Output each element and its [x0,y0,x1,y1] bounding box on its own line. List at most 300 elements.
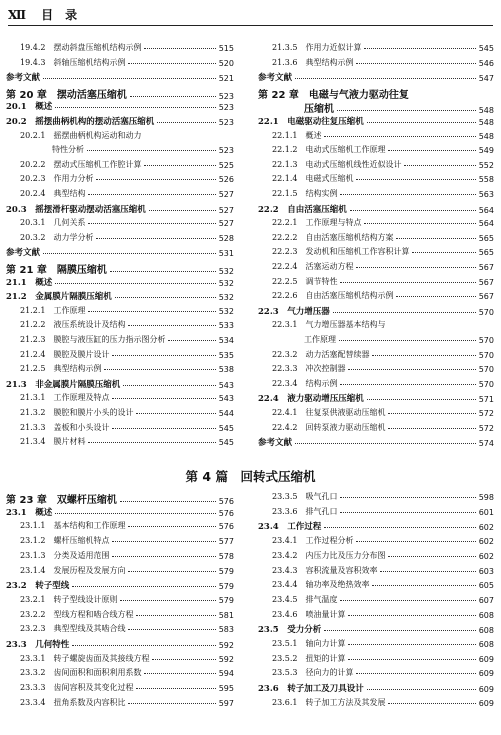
toc-entry-title: 21.3.4 膜片材料 [20,437,86,447]
toc-entry-page: 609 [478,654,494,664]
toc-entry-page: 581 [218,610,234,620]
toc-entry-page: 576 [218,508,234,518]
toc-entry-title: 23.6 转子加工及刀具设计 [258,684,364,695]
dot-leader [130,96,216,97]
toc-entry [258,246,494,257]
toc-entry [6,86,234,101]
dot-leader [136,615,215,616]
toc-entry-page: 605 [478,581,494,591]
toc-entry [6,697,234,708]
toc-entry-title: 22.1 电磁驱动往复压缩机 [258,117,364,127]
toc-entry [258,436,494,448]
toc-entry-title: 22.2.4 活塞运动方程 [272,262,354,271]
toc-entry-title: 19.4.2 摆动斜盘压缩机结构示例 [20,43,142,52]
dot-leader [324,136,475,137]
toc-entry [258,520,494,532]
toc-entry-page: 601 [478,507,494,517]
toc-entry [258,667,494,678]
toc-entry [6,188,234,199]
dot-leader [136,413,215,414]
toc-entry-title: 21.2.1 工作原理 [20,305,86,315]
dot-leader [136,688,215,689]
toc-entry-page: 548 [478,106,494,116]
toc-entry [258,550,494,561]
dot-leader [324,630,476,631]
dot-leader [144,673,215,674]
toc-entry [6,173,234,184]
toc-entry [258,349,494,360]
toc-entry-title: 第 23 章 双螺杆压缩机 [6,495,117,506]
toc-entry-page: 546 [478,58,494,68]
toc-entry [6,436,234,447]
toc-entry [6,203,234,215]
dot-leader [340,600,475,601]
toc-entry-page: 571 [478,395,494,405]
toc-entry [6,422,234,433]
toc-entry-title: 20.2 摇摆曲柄机构的摆动活塞压缩机 [6,117,155,127]
toc-entry-title: 21.3.5 作用力近似计算 [272,43,362,52]
toc-entry-title: 22.2.3 发动机和压缩机工作容积计算 [272,247,410,257]
toc-entry [258,535,494,546]
toc-entry-page: 572 [478,423,494,433]
toc-entry-title: 19.4.3 斜轴压缩机结构示例 [20,57,126,67]
dot-leader [55,107,216,108]
dot-leader [112,428,215,429]
toc-entry-title: 22.2.6 自由活塞压缩机结构示例 [272,291,394,301]
toc-entry-title: 22.3.2 动力活塞配替续器 [272,349,370,359]
dot-leader [340,194,475,195]
toc-entry-title: 20.2.4 典型结构 [20,189,86,198]
dot-leader [115,297,216,298]
toc-entry-page: 609 [478,685,494,695]
toc-entry-title: 23.1.1 基本结构和工作原理 [20,521,126,531]
dot-leader [337,110,476,111]
toc-entry [258,334,494,345]
toc-entry-title: 23.6.1 转子加工方法及其发展 [272,697,386,707]
toc-entry-page: 543 [218,380,234,390]
toc-entry-title: 22.1.4 电磁式压缩机 [272,174,354,184]
toc-entry-page: 565 [478,233,494,243]
toc-entry [258,623,494,635]
toc-entry [6,594,234,605]
toc-entry-title: 23.2.3 典型型线及其啮合线 [20,624,126,634]
toc-entry-title: 23.3.1 转子螺旋齿面及其接线方程 [20,653,150,663]
toc-entry [6,246,234,258]
toc-entry-title: 22.2.5 调节特性 [272,276,338,286]
toc-entry [6,520,234,531]
toc-entry [6,506,234,518]
toc-entry [6,71,234,83]
toc-entry-page: 515 [218,44,234,53]
dot-leader [295,78,476,79]
toc-entry-title: 21.2.5 典型结构示例 [20,364,102,374]
toc-entry-title: 22.3.4 结构示例 [272,378,338,388]
dot-leader [72,645,216,646]
toc-entry-title: 23.4 工作过程 [258,522,322,533]
toc-entry-page: 528 [218,233,234,243]
dot-leader [350,210,476,211]
toc-entry-title: 21.2.4 膜腔及膜片设计 [20,349,110,359]
toc-entry-page: 567 [478,263,494,272]
dot-leader [388,150,475,151]
toc-entry-page: 570 [478,350,494,360]
dot-leader [356,267,475,268]
toc-entry [258,697,494,708]
dot-leader [96,238,215,239]
toc-entry [6,290,234,302]
toc-entry-page: 523 [218,118,234,127]
toc-entry-title: 21.2 金属膜片隔膜压缩机 [6,292,112,303]
toc-entry-title: 参考文献 [258,73,293,84]
toc-entry [6,305,234,316]
toc-entry-page: 545 [218,438,234,448]
toc-entry-title: 23.3.3 齿间容积及其变化过程 [20,683,134,693]
toc-entry-page: 609 [478,698,494,708]
toc-entry-page: 535 [218,350,234,360]
toc-entry-title: 22.2 自由活塞压缩机 [258,204,347,215]
toc-entry-page: 545 [218,423,234,433]
toc-entry-page: 520 [218,58,234,68]
toc-entry [258,319,494,330]
header-title: 目 录 [41,8,78,22]
dot-leader [340,384,475,385]
toc-entry-title: 22.1.5 结构实例 [272,189,338,198]
toc-entry-title: 22.3.1 气力增压器基本结构与 [272,320,386,330]
toc-entry-title: 参考文献 [6,248,41,259]
dot-leader [144,48,215,49]
toc-entry-title: 23.4.2 内压力比及压力分布图 [272,550,386,560]
dot-leader [356,179,475,180]
toc-entry [258,173,494,184]
toc-entry [258,86,494,101]
toc-entry-title: 22.1.2 电动式压缩机工作原理 [272,145,386,155]
dot-leader [340,282,475,283]
toc-entry-title: 21.3 非金属膜片隔膜压缩机 [6,379,121,390]
toc-entry-title: 21.3.6 典型结构示例 [272,57,354,67]
toc-entry [6,667,234,678]
toc-entry-page: 523 [218,146,234,156]
dot-leader [123,385,216,386]
toc-entry-page: 564 [478,219,494,229]
toc-entry [258,290,494,301]
toc-entry [258,579,494,590]
toc-entry-page: 548 [478,118,494,127]
toc-entry-page: 577 [218,537,234,547]
dot-leader [110,271,216,272]
toc-entry-title: 23.5.2 扭矩的计算 [272,653,346,663]
toc-entry [258,42,494,53]
toc-entry-page: 527 [218,190,234,199]
toc-entry-page: 532 [218,278,234,288]
toc-entry-page: 597 [218,698,234,708]
toc-entry-page: 531 [218,249,234,259]
toc-entry [258,682,494,694]
toc-entry-page: 567 [478,277,494,287]
dot-leader [87,150,216,151]
page-header [8,4,493,26]
toc-entry [6,535,234,546]
toc-entry [6,57,234,68]
toc-entry-title: 23.4.1 工作过程分析 [272,536,354,546]
toc-entry-page: 609 [478,669,494,679]
toc-entry [258,261,494,272]
dot-leader [157,122,216,123]
toc-entry-title: 23.1 概述 [6,507,53,518]
dot-leader [88,442,215,443]
toc-entry-title: 第 22 章 电磁与气液力驱动往复 [258,89,409,101]
toc-entry-page: 527 [218,219,234,229]
toc-entry-title: 21.3.2 膜腔和膜片小头的设计 [20,408,134,417]
toc-entry-title: 23.1.2 螺杆压缩机特点 [20,536,110,546]
toc-entry [6,261,234,276]
toc-entry-title: 22.1.1 概述 [272,130,322,140]
dot-leader [43,253,216,254]
dot-leader [168,340,215,341]
dot-leader [112,398,215,399]
dot-leader [356,673,475,674]
toc-entry [6,623,234,634]
toc-entry-title: 22.4 液力驱动增压压缩机 [258,394,364,405]
toc-entry [6,609,234,620]
toc-entry-title: 22.1.3 电动式压缩机线性近似设计 [272,159,402,169]
dot-leader [348,659,475,660]
toc-entry-title: 23.3.6 排气孔口 [272,506,338,516]
toc-entry-page: 534 [218,336,234,345]
toc-entry-page: 579 [218,566,234,576]
toc-entry [6,378,234,390]
toc-entry-page: 532 [218,267,234,276]
dot-leader [364,48,475,49]
toc-entry-title: 22.3.3 冲次控制器 [272,364,346,374]
dot-leader [128,703,215,704]
toc-entry-title: 23.4.4 轴功率及绝热效率 [272,580,370,590]
toc-entry-title: 23.4.6 喷油量计算 [272,609,346,619]
toc-entry-page: 521 [218,74,234,84]
toc-entry [258,232,494,243]
dot-leader [112,355,215,356]
dot-leader [333,312,476,313]
toc-entry-page: 547 [478,74,494,84]
toc-entry-page: 598 [478,493,494,502]
toc-entry [258,653,494,664]
toc-entry-page: 592 [218,641,234,650]
toc-entry [6,276,234,288]
toc-entry [6,144,234,155]
toc-entry [258,188,494,199]
toc-entry-title: 23.4.3 容积流量及容积效率 [272,565,378,575]
toc-entry [6,392,234,403]
toc-entry [258,159,494,170]
toc-entry [258,276,494,287]
toc-entry-page: 527 [218,205,234,215]
toc-entry-page: 608 [478,610,494,620]
dot-leader [96,179,215,180]
toc-entry [258,565,494,576]
dot-leader [367,399,476,400]
toc-entry-title: 23.3.5 吸气孔口 [272,492,338,501]
toc-entry-title: 20.2.2 摆动式压缩机工作腔计算 [20,159,142,169]
dot-leader [348,369,475,370]
toc-entry-title: 22.4.2 回转泵液力驱动压缩机 [272,422,386,432]
toc-entry-page: 602 [478,537,494,547]
toc-entry-page: 576 [218,522,234,532]
toc-entry [258,203,494,215]
toc-entry [258,305,494,317]
toc-entry-page: 525 [218,160,234,170]
toc-entry [258,638,494,649]
dot-leader [149,210,216,211]
toc-entry-title: 工作原理 [304,335,336,344]
toc-entry-page: 558 [478,175,494,185]
toc-entry-page: 567 [478,292,494,302]
toc-entry-title: 22.3 气力增压器 [258,306,330,317]
toc-entry [6,653,234,664]
toc-entry-page: 602 [478,523,494,533]
toc-entry [6,130,234,141]
toc-entry-page: 583 [218,625,234,635]
toc-entry [258,57,494,68]
toc-entry-title: 23.5.3 径向力的计算 [272,668,354,678]
toc-entry [258,407,494,418]
toc-entry-page: 564 [478,205,494,215]
dot-leader [128,526,215,527]
toc-entry-page: 579 [218,595,234,605]
toc-entry-title: 23.4.5 排气温度 [272,594,338,604]
toc-entry-page: 532 [218,293,234,303]
toc-entry [6,579,234,591]
toc-entry-page: 602 [478,551,494,561]
toc-entry-title: 21.2.2 液压系统设计及结构 [20,320,126,330]
dot-leader [43,78,216,79]
toc-entry-title: 23.1.4 发展历程及发展方向 [20,565,126,575]
toc-entry-page: 572 [478,409,494,418]
toc-entry-title: 压缩机 [304,104,334,116]
toc-entry-title: 23.5.1 轴向力计算 [272,639,346,648]
dot-leader [88,311,215,312]
dot-leader [72,586,216,587]
toc-entry-page: 538 [218,365,234,375]
toc-entry-page: 608 [478,640,494,649]
toc-entry [258,506,494,517]
dot-leader [388,703,475,704]
toc-entry-title: 20.2.3 作用力分析 [20,174,94,184]
dot-leader [88,223,215,224]
toc-entry [258,609,494,620]
toc-entry-title: 23.3 几何特性 [6,640,70,650]
toc-entry [6,349,234,360]
dot-leader [348,644,475,645]
dot-leader [340,512,475,513]
toc-entry-page: 570 [478,365,494,375]
dot-leader [112,556,215,557]
toc-entry-title: 23.1.3 分类及适用范围 [20,550,110,560]
toc-entry-title: 20.3.2 动力学分析 [20,232,94,242]
dot-leader [295,443,476,444]
toc-entry-title: 21.3.3 盖板和小头设计 [20,422,110,432]
toc-entry-title: 23.2.1 转子型线设计原则 [20,594,118,604]
toc-entry [6,565,234,576]
toc-entry-page: 574 [478,439,494,449]
dot-leader [388,428,475,429]
toc-entry-page: 532 [218,306,234,316]
toc-entry-title: 23.2.2 型线方程和啮合线方程 [20,609,134,619]
toc-entry-title: 20.2.1 摇摆曲柄机构运动和动力 [20,130,142,140]
toc-entry [6,334,234,345]
toc-entry [258,378,494,389]
toc-entry-title: 23.3.2 齿间面积和面积利用系数 [20,668,142,678]
toc-entry-title: 23.2 转子型线 [6,581,70,592]
toc-entry-title: 22.2.1 工作原理与特点 [272,218,362,228]
dot-leader [112,541,215,542]
toc-entry [258,71,494,83]
dot-leader [388,556,475,557]
toc-entry [6,217,234,228]
toc-entry-page: 549 [478,146,494,156]
dot-leader [152,659,215,660]
toc-entry-page: 544 [218,409,234,418]
dot-leader [396,238,475,239]
toc-entry-page: 576 [218,497,234,506]
dot-leader [396,296,475,297]
toc-entry [6,682,234,693]
dot-leader [324,527,476,528]
header-rule [8,25,493,26]
dot-leader [372,355,475,356]
toc-entry-page: 578 [218,551,234,561]
toc-entry [6,491,234,506]
toc-entry [6,100,234,112]
toc-entry [6,115,234,127]
dot-leader [128,325,215,326]
dot-leader [128,571,215,572]
toc-entry-title: 21.1 概述 [6,277,53,288]
toc-entry-page: 595 [218,684,234,694]
toc-entry-page: 592 [218,654,234,664]
dot-leader [104,369,215,370]
toc-entry-page: 607 [478,595,494,605]
dot-leader [356,63,475,64]
dot-leader [367,122,476,123]
toc-entry-page: 526 [218,175,234,185]
part-title: 第 4 篇 回转式压缩机 [185,469,316,484]
toc-entry-page: 523 [218,91,234,101]
toc-entry-page: 570 [478,307,494,317]
dot-leader [372,585,475,586]
toc-entry [6,232,234,243]
toc-entry-title: 23.3.4 扭角系数及内容积比 [20,697,126,707]
toc-entry [6,407,234,418]
toc-entry-title: 22.2.2 自由活塞压缩机结构方案 [272,232,394,242]
toc-entry [258,491,494,502]
toc-entry-title: 特性分析 [52,145,84,155]
toc-entry-title: 23.5 受力分析 [258,625,322,636]
dot-leader [380,571,475,572]
toc-entry-title: 参考文献 [258,438,293,449]
toc-entry-title: 20.1 概述 [6,102,53,113]
toc-entry-page: 563 [478,190,494,199]
toc-entry-page: 543 [218,394,234,404]
dot-leader [55,283,216,284]
page-number: Ⅻ [8,8,27,22]
dot-leader [144,165,215,166]
toc-entry-page: 545 [478,44,494,53]
toc-entry-title: 21.3.1 工作原理及特点 [20,393,110,403]
dot-leader [120,600,215,601]
toc-entry-title: 21.2.3 膜腔与液压缸的压力指示图分析 [20,335,166,344]
toc-entry [258,130,494,141]
dot-leader [412,252,475,253]
toc-entry [258,363,494,374]
